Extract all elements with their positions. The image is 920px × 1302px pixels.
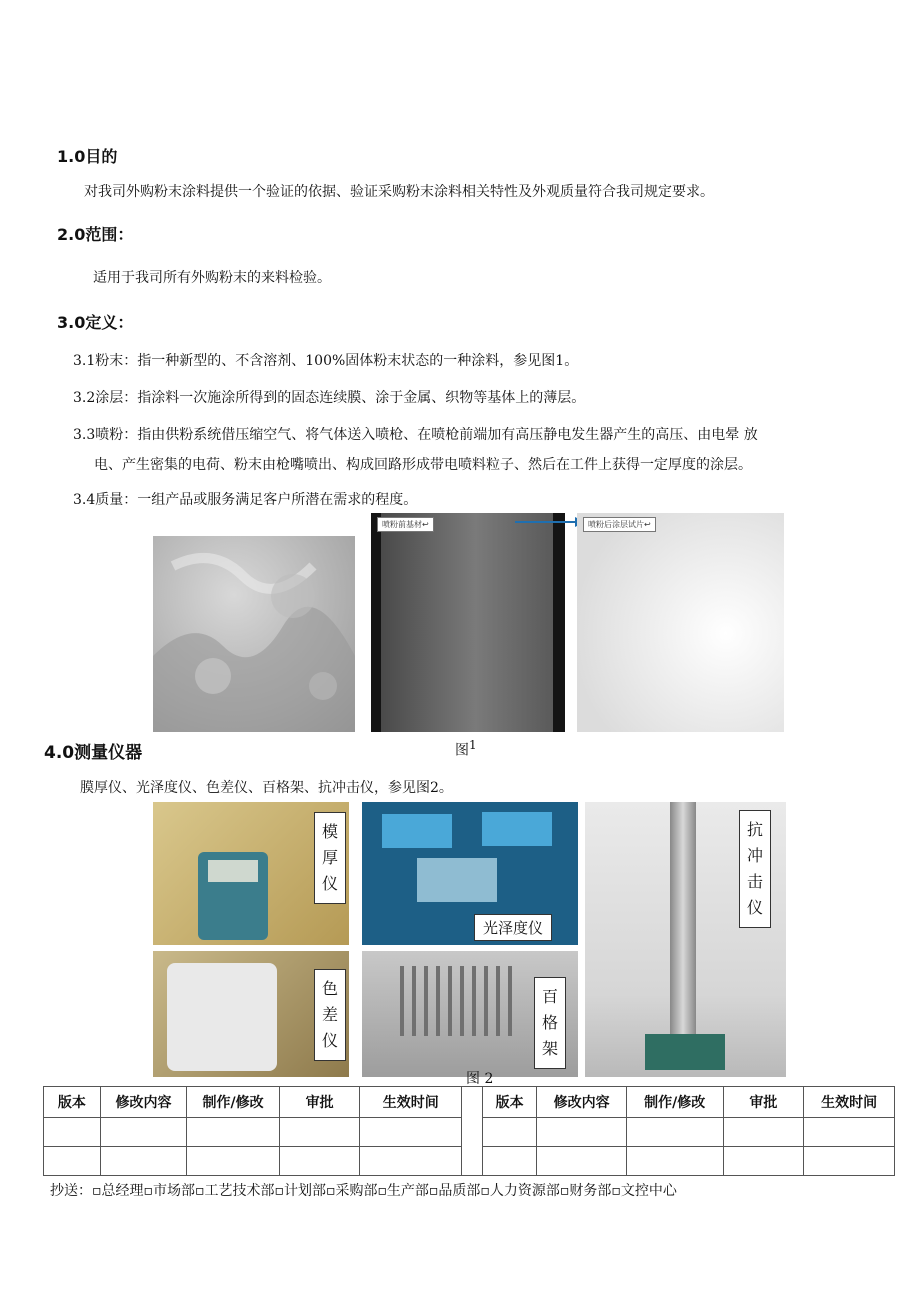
section-4-title: 4.0测量仪器 <box>44 743 143 763</box>
figure1-before-label: 喷粉前基材↩ <box>377 517 434 532</box>
film-thickness-gauge-label: 模 厚 仪 <box>314 812 346 904</box>
section-2-body: 适用于我司所有外购粉末的来料检验。 <box>93 270 331 286</box>
section-2-title: 2.0范围： <box>57 225 134 244</box>
figure1-caption: 图$^1$ <box>455 738 477 759</box>
header-version: 版本 <box>483 1087 537 1118</box>
definition-3-1: 3.1粉末：指一种新型的、不含溶剂、100%固体粉末状态的一种涂料，参见图1。 <box>73 353 579 369</box>
arrow-icon <box>515 515 585 529</box>
header-author: 制作/修改 <box>626 1087 723 1118</box>
impact-tester-label: 抗 冲 击 仪 <box>739 810 771 928</box>
header-approval: 审批 <box>279 1087 360 1118</box>
header-author: 制作/修改 <box>187 1087 280 1118</box>
section-4-body: 膜厚仪、光泽度仪、色差仪、百格架、抗冲击仪，参见图2。 <box>80 780 453 796</box>
header-change: 修改内容 <box>100 1087 187 1118</box>
definition-3-2: 3.2涂层：指涂料一次施涂所得到的固态连续膜、涂于金属、织物等基体上的薄层。 <box>73 390 586 406</box>
film-thickness-gauge-photo <box>153 802 349 945</box>
powder-photo <box>153 536 355 732</box>
impact-tester-photo <box>585 802 786 1077</box>
definition-3-3-line2: 电、产生密集的电荷、粉末由枪嘴喷出、构成回路形成带电喷料粒子、然后在工件上获得一定厚度的涂层。 <box>94 457 752 473</box>
gloss-meter-photo <box>362 802 578 945</box>
header-change: 修改内容 <box>537 1087 627 1118</box>
cross-cut-tester-label: 百 格 架 <box>534 977 566 1069</box>
substrate-before-photo <box>371 513 565 732</box>
section-1-title: 1.0目的 <box>57 147 118 166</box>
revision-table-right <box>482 1086 895 1176</box>
figure1-after-label: 喷粉后涂层试片↩ <box>583 517 656 532</box>
header-approval: 审批 <box>723 1087 804 1118</box>
section-1-body: 对我司外购粉末涂料提供一个验证的依据、验证采购粉末涂料相关特性及外观质量符合我司规定要求。 <box>84 184 714 200</box>
colorimeter-photo <box>153 951 349 1077</box>
gloss-meter-label: 光泽度仪 <box>474 914 552 941</box>
header-effective-date: 生效时间 <box>360 1087 462 1118</box>
figure2-caption: 图 2 <box>466 1071 494 1087</box>
definition-3-3-line1: 3.3喷粉：指由供粉系统借压缩空气、将气体送入喷枪、在喷枪前端加有高压静电发生器产生的高压、由电晕 放 <box>73 427 758 443</box>
distribution-list: 抄送：▫总经理▫市场部▫工艺技术部▫计划部▫采购部▫生产部▫品质部▫人力资源部▫财务部▫文控中心 <box>50 1183 677 1199</box>
coating-after-photo <box>577 513 784 732</box>
colorimeter-label: 色 差 仪 <box>314 969 346 1061</box>
revision-table-left <box>43 1086 462 1176</box>
header-version: 版本 <box>44 1087 101 1118</box>
definition-3-4: 3.4质量：一组产品或服务满足客户所潜在需求的程度。 <box>73 492 418 508</box>
cross-cut-tester-photo <box>362 951 578 1077</box>
section-3-title: 3.0定义： <box>57 313 134 332</box>
table-gap <box>462 1086 482 1176</box>
header-effective-date: 生效时间 <box>804 1087 895 1118</box>
